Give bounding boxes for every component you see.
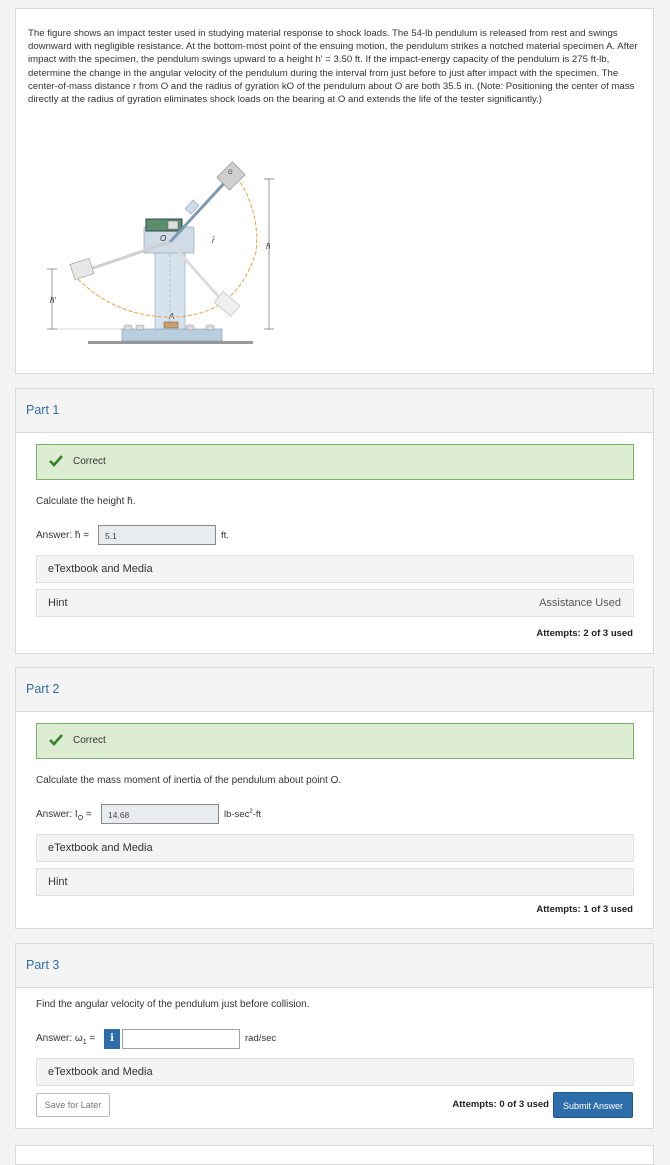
label-r: r̄ — [212, 236, 215, 245]
part-1-attempts: Attempts: 2 of 3 used — [536, 628, 633, 639]
part-1-card — [15, 388, 654, 654]
part-1-etextbook[interactable]: eTextbook and Media — [36, 555, 634, 583]
answer-label-sub: O — [77, 815, 84, 822]
status-label: Correct — [73, 735, 106, 746]
label-A: A — [169, 312, 175, 321]
check-icon — [49, 454, 63, 468]
impact-tester-figure — [36, 157, 276, 369]
part-2-title: Part 2 — [16, 668, 653, 712]
part-1-answer-label: Answer: h̄ = — [36, 530, 90, 541]
part-1-status — [36, 444, 634, 480]
unit-text: lb-sec — [224, 809, 250, 821]
unit-sup: 2 — [249, 809, 253, 815]
problem-text: The figure shows an impact tester used in studying material response to shock loads. The 54-lb pendulum is released from rest and swings downward with negligible resistance. At the bottom-most point of the ensuing motion, the pendulum strikes a notched material specimen A. After impact with the specimen, the pendulum swings upward to a height h' = 3.50 ft. If the impact-energy capacity of the pendulum is 275 ft-lb, determine the change in the angular velocity of the pendulum during the interval from just before to just after impact with the specimen. The center-of-mass distance r from O and the radius of gyration kO of the pendulum about O are both 35.5 in. (Note: Positioning the center of mass directly at the radius of gyration eliminates shock loads on the bearing at O and extends the life of the tester significantly.) — [28, 28, 638, 106]
part-2-status — [36, 723, 634, 759]
unit-tail: -ft — [252, 809, 262, 821]
save-for-later-button[interactable]: Save for Later — [36, 1093, 110, 1117]
part-3-answer-label — [36, 1033, 95, 1046]
info-icon[interactable]: i — [104, 1029, 120, 1049]
part-2-unit — [224, 809, 261, 820]
part-3-title: Part 3 — [16, 944, 653, 988]
part-2-attempts: Attempts: 1 of 3 used — [536, 904, 633, 915]
submit-answer-button[interactable]: Submit Answer — [553, 1092, 633, 1118]
label-G: G — [228, 170, 233, 176]
answer-label-text: Answer: I — [36, 809, 78, 820]
part-1-prompt: Calculate the height h̄. — [36, 496, 136, 507]
problem-card — [15, 8, 654, 374]
part-2-answer-label — [36, 809, 92, 822]
label-hprime: h̄′ — [50, 296, 56, 305]
answer-label-text: Answer: ω — [36, 1033, 83, 1044]
next-card — [15, 1145, 654, 1165]
assistance-used: Assistance Used — [539, 597, 621, 609]
part-3-etextbook[interactable]: eTextbook and Media — [36, 1058, 634, 1086]
answer-label-eq: = — [83, 809, 92, 820]
answer-label-sub: 1 — [82, 1039, 87, 1046]
part-2-etextbook[interactable]: eTextbook and Media — [36, 834, 634, 862]
part-3-card — [15, 943, 654, 1129]
part-2-hint-bar[interactable]: Hint — [36, 868, 634, 896]
part-1-unit: ft. — [221, 530, 229, 541]
part-1-answer-field[interactable]: 5.1 — [98, 525, 216, 545]
label-h: h̄ — [266, 242, 271, 251]
check-icon — [49, 733, 63, 747]
part-3-unit: rad/sec — [245, 1033, 277, 1044]
part-2-answer-field[interactable]: 14.68 — [101, 804, 219, 824]
label-O: O — [160, 234, 167, 243]
part-2-card — [15, 667, 654, 929]
part-1-title: Part 1 — [16, 389, 653, 433]
part-3-prompt: Find the angular velocity of the pendulum just before collision. — [36, 999, 310, 1010]
part-3-attempts: Attempts: 0 of 3 used — [452, 1099, 549, 1110]
hint-label: Hint — [48, 597, 68, 609]
answer-label-eq: = — [86, 1033, 96, 1044]
part-1-hint-bar[interactable] — [36, 589, 634, 617]
part-2-prompt: Calculate the mass moment of inertia of the pendulum about point O. — [36, 775, 342, 786]
part-3-answer-input[interactable] — [122, 1029, 240, 1049]
status-label: Correct — [73, 456, 106, 467]
